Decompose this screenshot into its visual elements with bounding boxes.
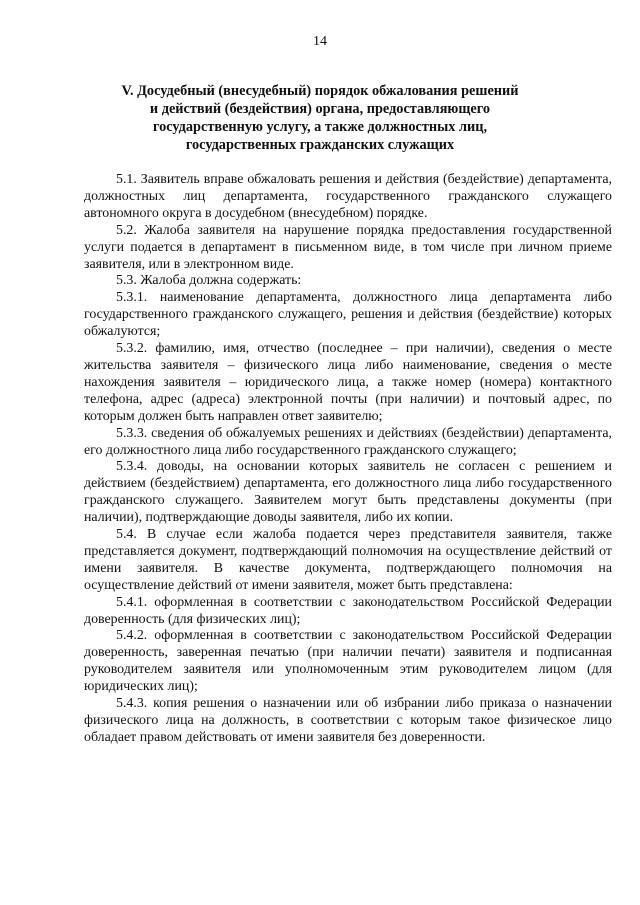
paragraph-5-1: 5.1. Заявитель вправе обжаловать решения и действия (бездействие) департамента, должностных лиц департамента, государственного гражданского служащего автономного округа в досудебном (внесудебном) порядке.: [84, 172, 612, 221]
section-heading: [70, 82, 570, 154]
paragraph-5-4-2: 5.4.2. оформленная в соответствии с законодательством Российской Федерации доверенность, заверенная печатью (при наличии печати) заявителя и подписанная руководителем заявителя или уполномоченным этим руководителем лицом (для юридических лиц);: [84, 628, 612, 695]
paragraph-5-4: 5.4. В случае если жалоба подается через представителя заявителя, также представляется документ, подтверждающий полномочия на осуществление действий от имени заявителя. В качестве документа, подтверждающего полномочия на осуществление действий от имени заявителя, может быть представлена:: [84, 527, 612, 593]
heading-line: V. Досудебный (внесудебный) порядок обжалования решений: [121, 83, 519, 99]
paragraph-5-3-2: 5.3.2. фамилию, имя, отчество (последнее – при наличии), сведения о месте жительства заявителя – физического лица либо наименование, сведения о месте нахождения заявителя – юридического лица, а также номер (номера) контактного телефона, адрес (адреса) электронной почты (при наличии) и почтовый адрес, по которым должен быть направлен ответ заявителю;: [84, 341, 612, 424]
paragraph-5-3-1: 5.3.1. наименование департамента, должностного лица департамента либо государственного гражданского служащего, решения и действия (бездействие) которых обжалуются;: [84, 290, 612, 340]
paragraph-5-4-3: 5.4.3. копия решения о назначении или об избрании либо приказа о назначении физического лица на должность, в соответствии с которым такое физическое лицо обладает правом действовать от имени заявителя без доверенности.: [84, 696, 612, 745]
document-body: [84, 172, 612, 747]
paragraph-5-3-3: 5.3.3. сведения об обжалуемых решениях и действиях (бездействии) департамента, его должностного лица либо государственного гражданского служащего;: [84, 425, 612, 458]
heading-line: и действий (бездействия) органа, предоставляющего: [149, 101, 491, 117]
paragraph-5-2: 5.2. Жалоба заявителя на нарушение порядка предоставления государственной услуги подается в департамент в письменном виде, в том числе при личном приеме заявителя, или в электронном виде.: [84, 222, 612, 272]
page-number: 14: [313, 34, 327, 49]
paragraph-5-3: 5.3. Жалоба должна содержать:: [116, 273, 302, 289]
paragraph-5-4-1: 5.4.1. оформленная в соответствии с законодательством Российской Федерации доверенность (для физических лиц);: [84, 594, 612, 627]
heading-line: государственных гражданских служащих: [185, 137, 455, 153]
heading-line: государственную услугу, а также должностных лиц,: [152, 119, 488, 135]
paragraph-5-3-4: 5.3.4. доводы, на основании которых заявитель не согласен с решением и действием (бездействием) департамента, его должностного лица либо государственного гражданского служащего. Заявителем могут быть представлены документы (при наличии), подтверждающие доводы заявителя, либо их копии.: [84, 459, 612, 526]
